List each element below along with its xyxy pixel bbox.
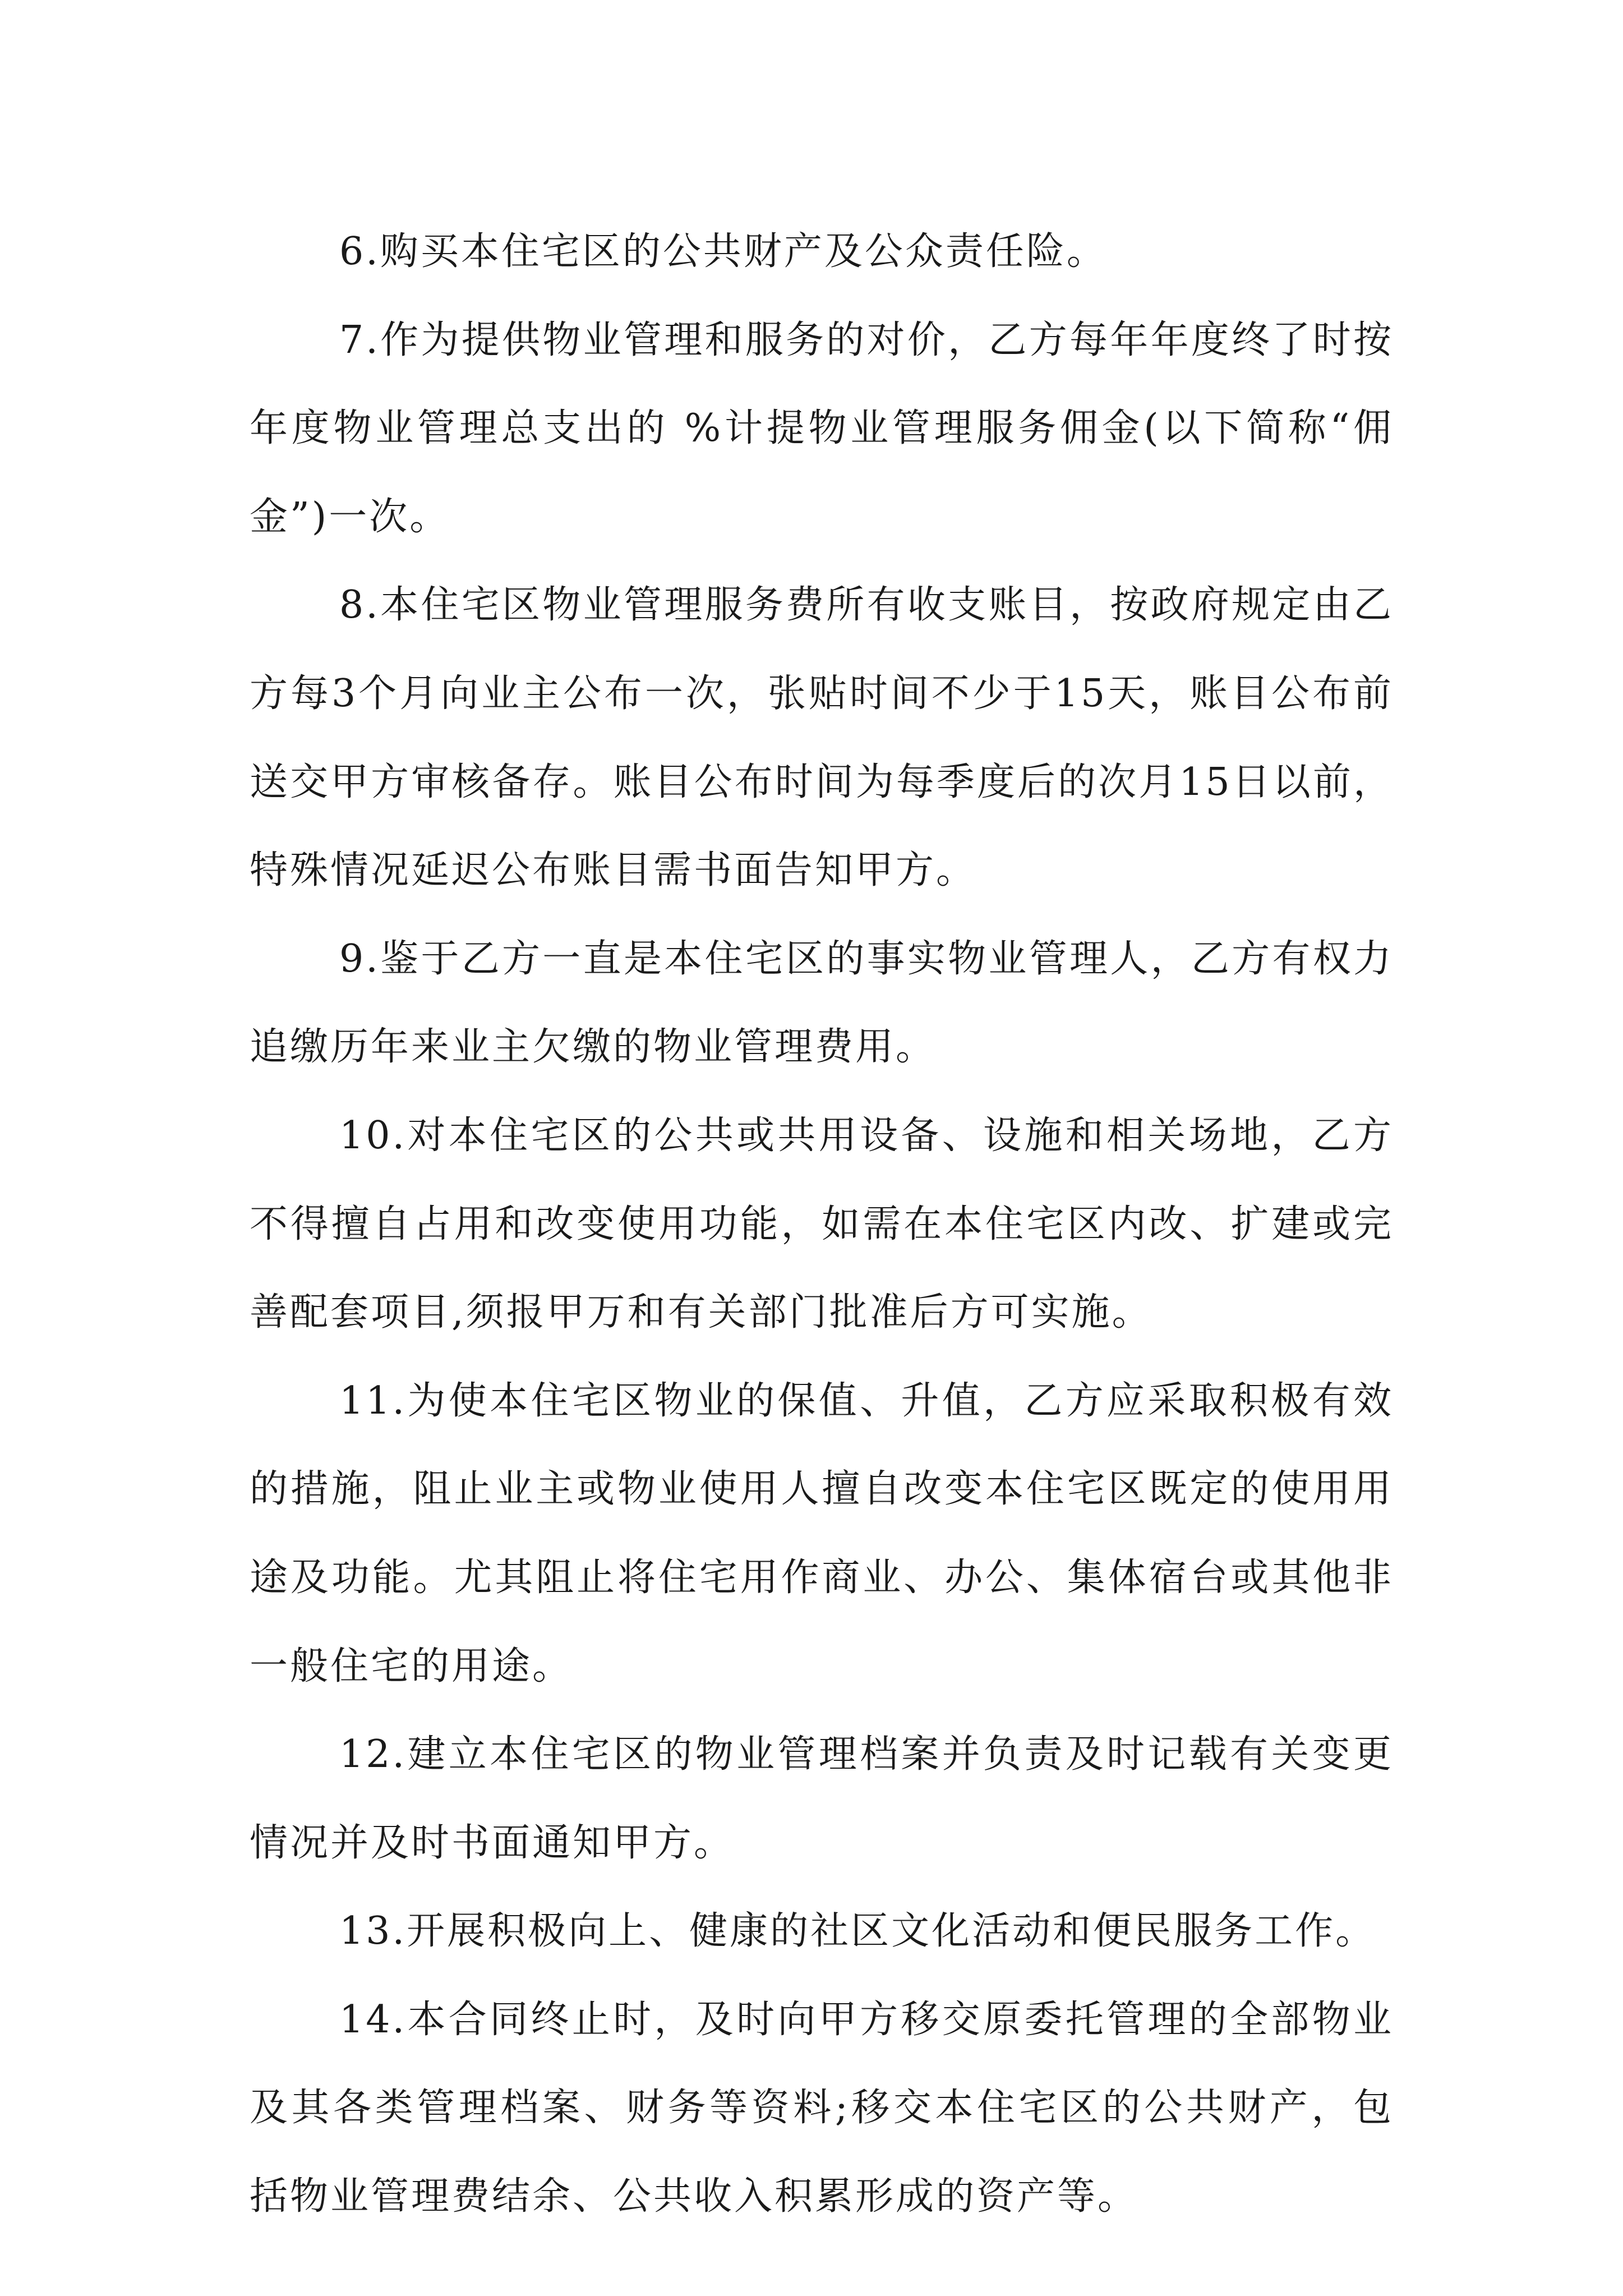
paragraph-item-8: 8.本住宅区物业管理服务费所有收支账目，按政府规定由乙方每3个月向业主公布一次，张贴时间不少于15天，账目公布前送交甲方审核备存。账目公布时间为每季度后的次月15日以前，特殊情况延迟公布账目需书面告知甲方。: [250, 583, 1394, 893]
paragraph-item-6: 6.购买本住宅区的公共财产及公众责任险。: [339, 229, 1107, 274]
paragraph-item-10: 10.对本住宅区的公共或共用设备、设施和相关场地，乙方不得擅自占用和改变使用功能，如需在本住宅区内改、扩建或完善配套项目,须报甲万和有关部门批准后方可实施。: [250, 1113, 1394, 1335]
paragraph-item-13: 13.开展积极向上、健康的社区文化活动和便民服务工作。: [339, 1909, 1376, 1954]
paragraph-item-12: 12.建立本住宅区的物业管理档案并负责及时记载有关变更情况并及时书面通知甲方。: [250, 1732, 1394, 1865]
paragraph-item-9: 9.鉴于乙方一直是本住宅区的事实物业管理人，乙方有权力追缴历年来业主欠缴的物业管理费用。: [250, 936, 1394, 1070]
paragraph-item-11: 11.为使本住宅区物业的保值、升值，乙方应采取积极有效的措施，阻止业主或物业使用人擅自改变本住宅区既定的使用用途及功能。尤其阻止将住宅用作商业、办公、集体宿台或其他非一般住宅的用途。: [250, 1378, 1394, 1688]
paragraph-item-7: 7.作为提供物业管理和服务的对价，乙方每年年度终了时按年度物业管理总支出的 %计提物业管理服务佣金(以下简称“佣金”)一次。: [250, 318, 1394, 539]
document-body: [250, 208, 1394, 2241]
paragraph-item-14: 14.本合同终止时，及时向甲方移交原委托管理的全部物业及其各类管理档案、财务等资料;移交本住宅区的公共财产，包括物业管理费结余、公共收入积累形成的资产等。: [250, 1997, 1394, 2219]
